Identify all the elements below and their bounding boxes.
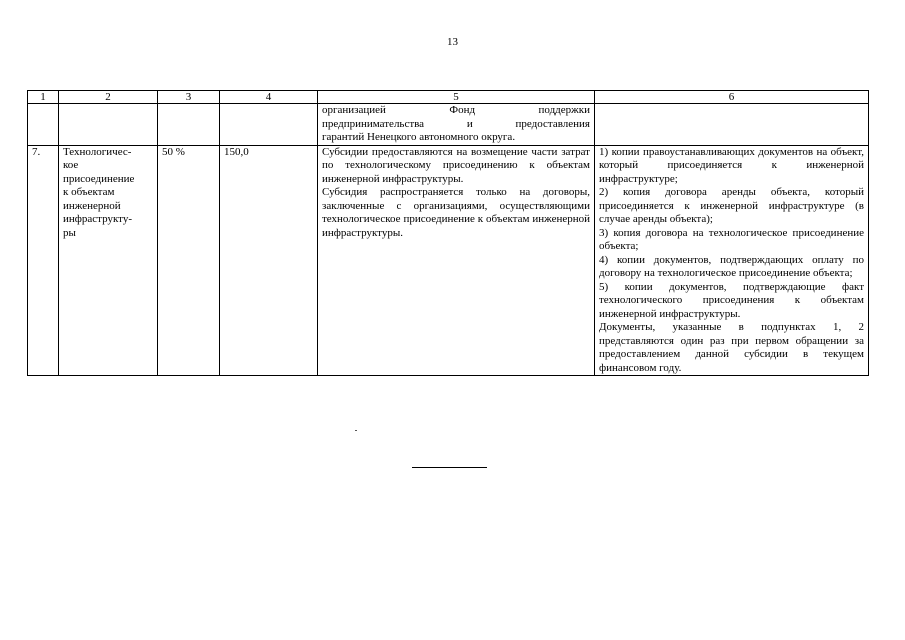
documents-cell (595, 145, 869, 376)
conditions-continuation-cell (318, 104, 595, 146)
measure-name-line: инженерной (63, 199, 121, 212)
measure-name-line: инфраструкту- (63, 213, 132, 225)
conditions-cell (318, 145, 595, 376)
header-row (28, 91, 869, 104)
scan-dot (355, 430, 357, 431)
page-number: 13 (447, 36, 458, 48)
measure-name-line: кое (63, 159, 79, 171)
continuation-line: гарантий Ненецкого автономного округа. (322, 131, 516, 143)
condition-paragraph: Субсидия распространяется только на договоры, заключенные с организациями, осуществляющими технологическое присоединение к объектам инженерной инфраструктуры. (322, 186, 590, 239)
header-cell: 6 (595, 91, 869, 104)
header-cell: 3 (158, 91, 220, 104)
condition-paragraph: Субсидии предоставляются на возмещение части затрат по технологическому присоединению к объектам инженерной инфраструктуры. (322, 145, 590, 185)
empty-cell (28, 104, 59, 146)
header-cell: 5 (318, 91, 595, 104)
header-cell: 1 (28, 91, 59, 104)
measure-name-cell (59, 145, 158, 376)
document-item: 5) копии документов, подтверждающие факт технологического присоединения к объектам инженерной инфраструктуры. (599, 280, 864, 320)
measure-name-line: присоединение (63, 172, 135, 185)
row-number: 7. (28, 145, 59, 376)
document-item: 4) копии документов, подтверждающих оплату по договору на технологическое присоединение объекта; (599, 253, 864, 279)
empty-cell (220, 104, 318, 146)
empty-cell (59, 104, 158, 146)
empty-cell (158, 104, 220, 146)
header-cell: 4 (220, 91, 318, 104)
document-item: 1) копии правоустанавливающих документов на объект, который присоединяется к инженерной инфраструктуре; (599, 145, 864, 185)
continuation-line: организацией Фонд поддержки (322, 104, 590, 116)
continuation-row (28, 104, 869, 146)
table-row (28, 145, 869, 376)
document-item: 2) копия договора аренды объекта, который присоединяется к инженерной инфраструктуре (в случае аренды объекта); (599, 186, 864, 225)
continuation-line: предпринимательства и предоставления (322, 117, 590, 130)
measure-name-line: Технологичес- (63, 145, 132, 158)
empty-cell (595, 104, 869, 146)
measure-name-line: к объектам (63, 186, 115, 198)
header-cell: 2 (59, 91, 158, 104)
document-item: 3) копия договора на технологическое присоединение объекта; (599, 226, 864, 252)
subsidy-table (27, 90, 869, 376)
measure-name-line: ры (63, 226, 76, 239)
subsidy-percent: 50 % (158, 145, 220, 376)
subsidy-amount: 150,0 (220, 145, 318, 376)
document-note: Документы, указанные в подпунктах 1, 2 представляются один раз при первом обращении за предоставлением данной субсидии в текущем финансовом году. (599, 321, 864, 374)
end-of-document-rule (412, 467, 487, 468)
